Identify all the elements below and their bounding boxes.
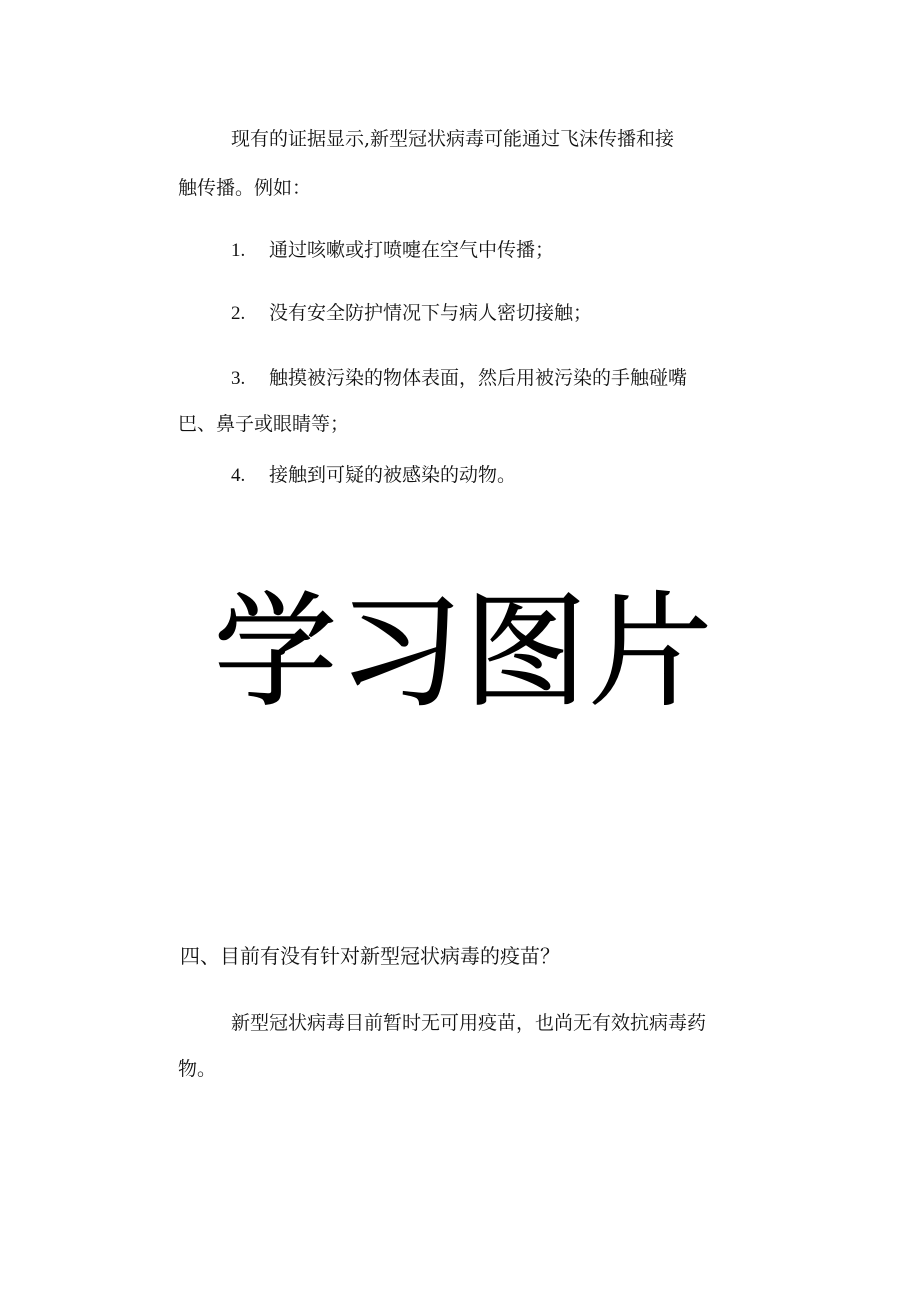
list-item-number: 2. xyxy=(231,303,246,324)
list-item xyxy=(231,463,516,488)
list-item xyxy=(231,238,554,263)
list-item-number: 4. xyxy=(231,465,246,486)
section-paragraph-line-2: 物。 xyxy=(178,1058,217,1080)
list-item-text: 通过咳嗽或打喷嚏在空气中传播； xyxy=(269,239,555,261)
list-item-text: 没有安全防护情况下与病人密切接触； xyxy=(269,302,593,324)
intro-paragraph-line-1: 现有的证据显示,新型冠状病毒可能通过飞沫传播和接 xyxy=(231,128,675,150)
list-item xyxy=(231,366,687,391)
list-item-number: 1. xyxy=(231,240,246,261)
intro-paragraph-line-2: 触传播。例如： xyxy=(178,177,312,199)
list-item-text: 触摸被污染的物体表面，然后用被污染的手触碰嘴 xyxy=(269,367,688,389)
banner-title: 学习图片 xyxy=(214,581,714,724)
section-heading: 四、目前有没有针对新型冠状病毒的疫苗？ xyxy=(180,944,560,968)
list-item-text: 接触到可疑的被感染的动物。 xyxy=(269,464,517,486)
section-paragraph-line-1: 新型冠状病毒目前暂时无可用疫苗，也尚无有效抗病毒药 xyxy=(231,1012,707,1034)
list-item xyxy=(231,301,592,326)
list-item-number: 3. xyxy=(231,368,246,389)
list-item-continuation: 巴、鼻子或眼睛等； xyxy=(178,413,350,435)
